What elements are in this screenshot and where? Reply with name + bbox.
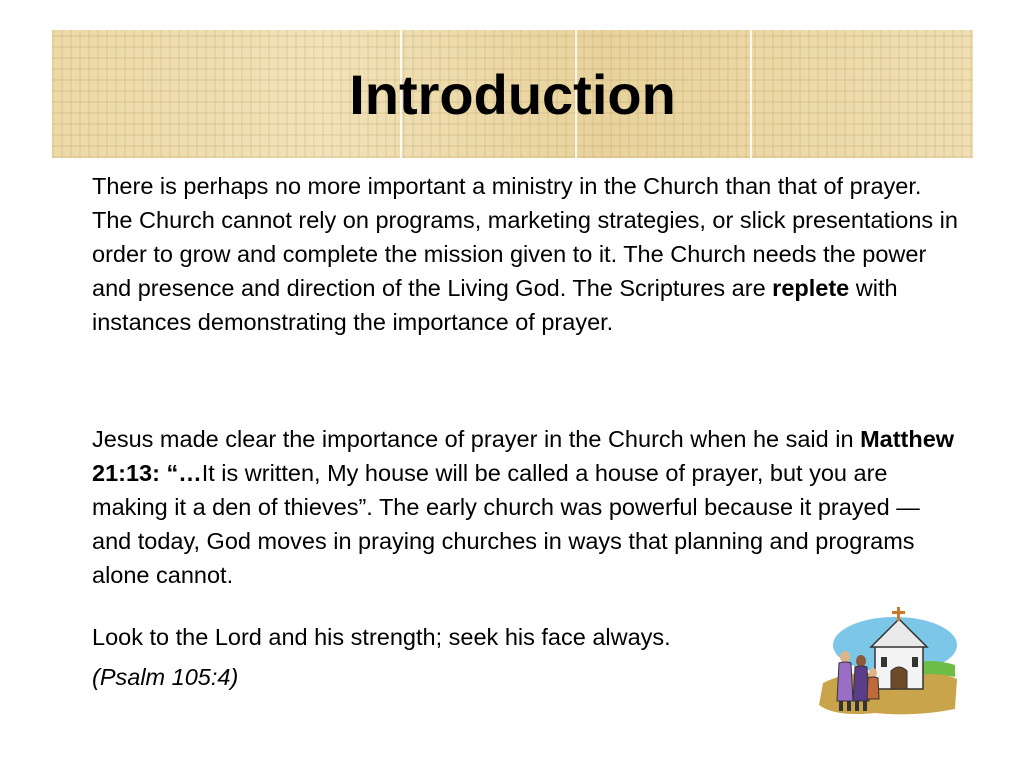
paragraph-text: There is perhaps no more important a ministry in the Church than that of prayer. The Church cannot rely on programs, marketing strategies, or slick presentations in order to grow and complete the mission given to it. The Church needs the power and presence and direction of the Living God. The Scriptures are — [92, 173, 958, 301]
church-clipart-icon — [815, 605, 960, 717]
psalm-reference: (Psalm 105:4) — [92, 664, 239, 690]
psalm-quote: Look to the Lord and his strength; seek his face always. — [92, 624, 671, 650]
paragraph-text: Jesus made clear the importance of prayer in the Church when he said in — [92, 426, 861, 452]
title-banner — [52, 30, 973, 158]
emphasis-text: replete — [772, 275, 850, 301]
scripture-paragraph — [92, 422, 962, 592]
intro-paragraph — [92, 169, 962, 339]
paragraph-text: It is written, My house will be called a house of prayer, but you are making it a den of thieves”. The early church was powerful because it prayed — and today, God moves in praying churches in ways that planning and programs alone cannot. — [92, 460, 920, 588]
slide-title: Introduction — [349, 62, 676, 126]
paragraph-text: with instances demonstrating the importance of prayer. — [92, 275, 898, 335]
scripture-reference: Matthew 21:13: “… — [92, 426, 955, 486]
